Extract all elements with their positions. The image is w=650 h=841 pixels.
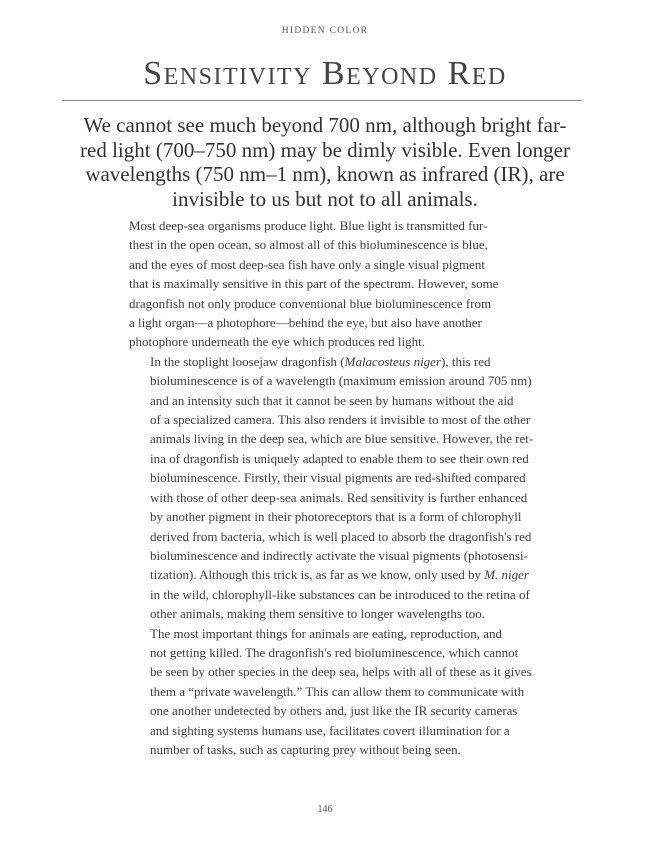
text-line: animals living in the deep sea, which are blue sensitive. However, the ret- bbox=[150, 431, 534, 447]
text-run: tization). Although this trick is, as far as we know, only used by bbox=[150, 567, 485, 583]
text-line bbox=[129, 565, 529, 584]
running-head: HIDDEN COLOR bbox=[281, 26, 369, 36]
text-line: with those of other deep-sea animals. Red sensitivity is further enhanced bbox=[150, 489, 528, 505]
text-line: Most deep-sea organisms produce light. Blue light is transmitted fur- bbox=[129, 218, 488, 233]
page-number: 146 bbox=[317, 804, 333, 815]
text-run: In the stoplight loosejaw dragonfish ( bbox=[150, 353, 345, 369]
text-line: derived from bacteria, which is well placed to absorb the dragonfish's red bbox=[150, 528, 532, 544]
text-line: ina of dragonfish is uniquely adapted to enable them to see their own red bbox=[150, 450, 529, 466]
text-line: photophore underneath the eye which produces red light. bbox=[129, 334, 426, 350]
paragraph-2 bbox=[129, 352, 534, 624]
text-line: number of tasks, such as capturing prey without being seen. bbox=[150, 741, 461, 757]
text-line: them a “private wavelength.” This can allow them to communicate with bbox=[150, 683, 525, 699]
text-line: of a specialized camera. This also renders it invisible to most of the other bbox=[150, 412, 531, 428]
text-line: bioluminescence. Firstly, their visual pigments are red-shifted compared bbox=[150, 470, 526, 486]
text-run: ), this red bbox=[441, 353, 491, 369]
text-line: other animals, making them sensitive to longer wavelengths too. bbox=[150, 606, 486, 622]
species-name: M. niger bbox=[484, 567, 529, 583]
text-line bbox=[129, 352, 519, 371]
page-title: Sensitivity Beyond Red bbox=[143, 55, 507, 92]
title-rule bbox=[62, 100, 582, 101]
paragraph-3 bbox=[129, 624, 532, 760]
text-line: in the wild, chlorophyll-like substances can be introduced to the retina of bbox=[150, 586, 530, 602]
text-line: bioluminescence is of a wavelength (maximum emission around 705 nm) bbox=[150, 373, 532, 389]
text-line: and an intensity such that it cannot be seen by humans without the aid bbox=[150, 392, 514, 408]
species-name: Malacosteus niger bbox=[344, 353, 442, 369]
text-line: bioluminescence and indirectly activate the visual pigments (photosensi- bbox=[150, 547, 528, 563]
paragraph-1 bbox=[129, 216, 519, 352]
text-line: and sighting systems humans use, facilitates covert illumination for a bbox=[150, 722, 510, 738]
text-line: that is maximally sensitive in this part of the spectrum. However, some bbox=[129, 276, 499, 292]
text-line: The most important things for animals are eating, reproduction, and bbox=[150, 625, 502, 641]
text-line: by another pigment in their photoreceptors that is a form of chlorophyll bbox=[150, 509, 522, 525]
text-line: dragonfish not only produce conventional blue bioluminescence from bbox=[129, 295, 492, 311]
text-line: not getting killed. The dragonfish's red bioluminescence, which cannot bbox=[150, 644, 519, 660]
text-line: one another undetected by others and, just like the IR security cameras bbox=[150, 703, 518, 719]
text-line: a light organ—a photophore—behind the eye, but also have another bbox=[129, 315, 482, 331]
text-line: and the eyes of most deep-sea fish have only a single visual pigment bbox=[129, 256, 485, 272]
text-line: be seen by other species in the deep sea, helps with all of these as it gives bbox=[150, 664, 532, 680]
text-line: thest in the open ocean, so almost all of this bioluminescence is blue, bbox=[129, 237, 488, 253]
lead-paragraph: We cannot see much beyond 700 nm, although bright far-red light (700–750 nm) may be dimly visible. Even longer wavelengths (750 nm–1 nm), known as infrared (IR), are invisible to us but not to all animals. bbox=[80, 113, 570, 211]
body-text bbox=[129, 216, 534, 759]
